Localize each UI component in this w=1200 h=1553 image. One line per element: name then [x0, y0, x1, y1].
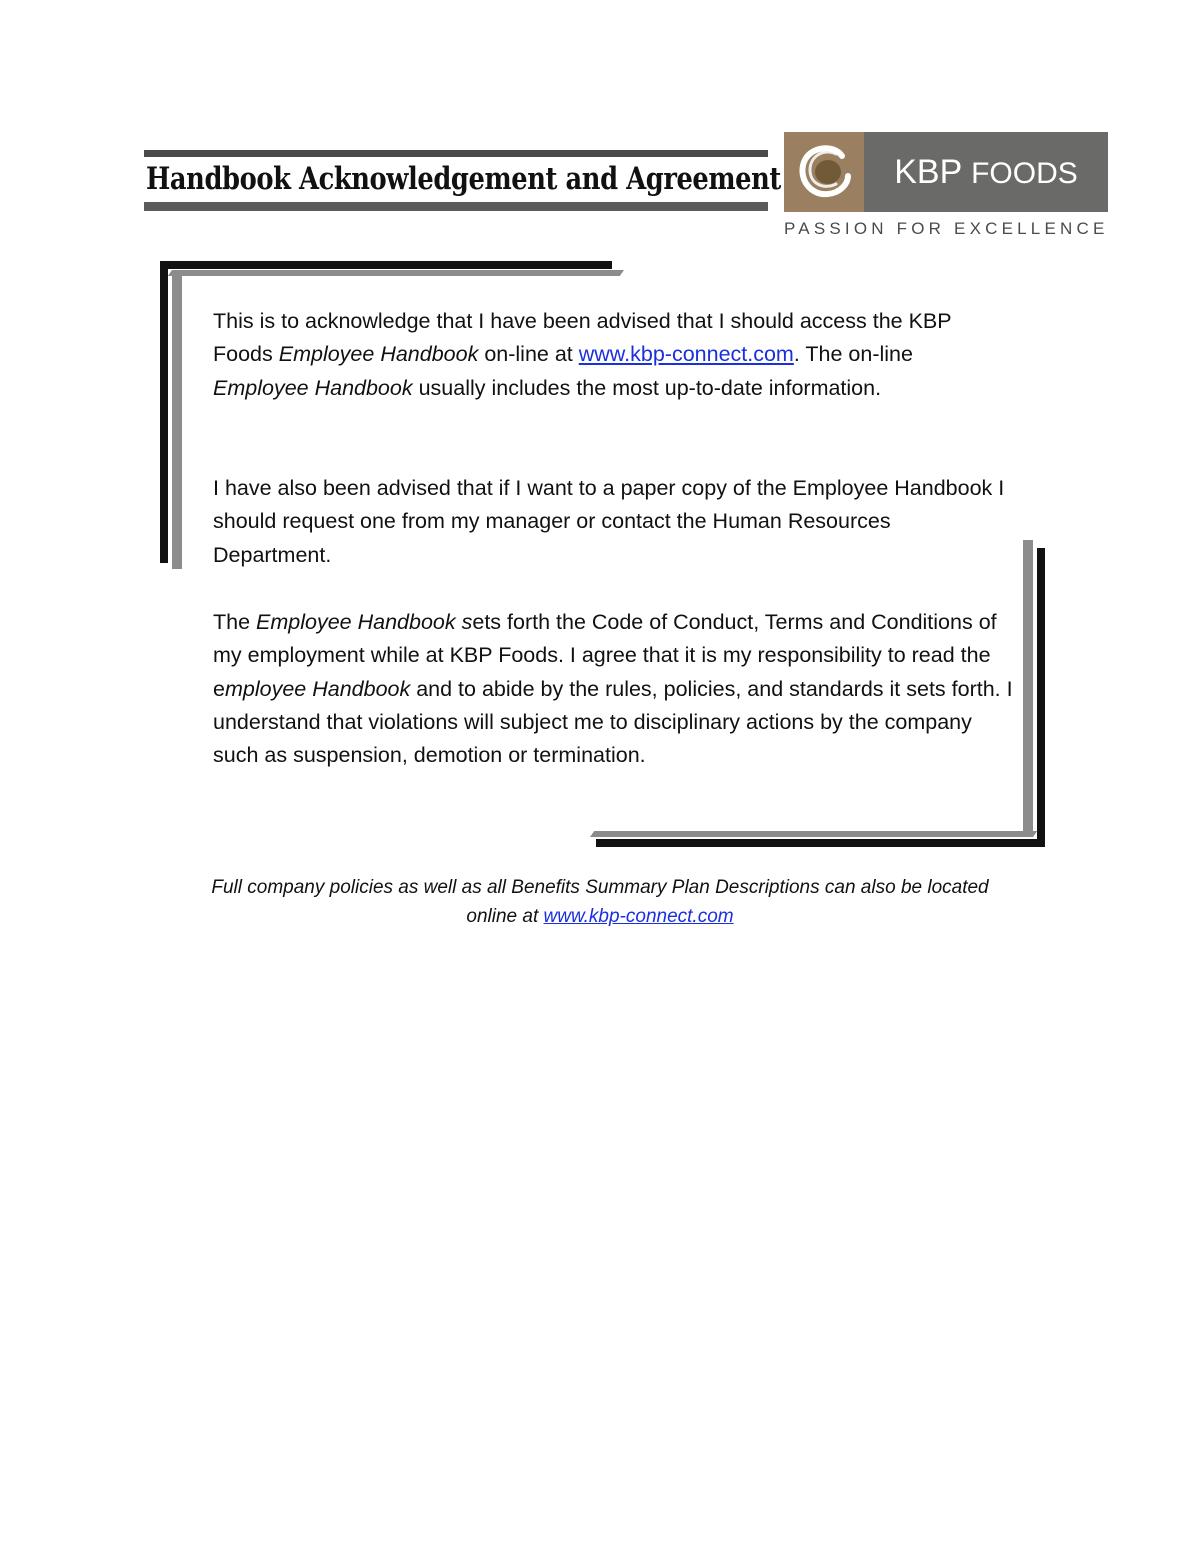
paragraph-paper-copy: I have also been advised that if I want to a paper copy of the Employee Handbook I should request one from my manager or contact the Human Resources Department. [213, 476, 1005, 567]
frame-top-shadow [168, 270, 624, 276]
kbp-logo-mark [784, 132, 864, 212]
frame-right-line [1037, 548, 1045, 846]
kbp-logo-wordmark [864, 132, 1108, 212]
footer-prefix: online at [466, 906, 544, 927]
footer-note [150, 873, 1050, 931]
frame-top-line [160, 261, 612, 269]
page-title: Handbook Acknowledgement and Agreement [146, 161, 781, 197]
frame-bottom-shadow [590, 831, 1037, 837]
frame-left-line [160, 261, 168, 563]
logo-name-light: FOODS [971, 157, 1078, 190]
paragraph-code-of-conduct: The Employee Handbook sets forth the Code of Conduct, Terms and Conditions of my employment while at KBP Foods. I agree that it is my responsibility to read the employee Handbook and to abide by the rules, policies, and standards it sets forth. I understand that violations will subject me to disciplinary actions by the company such as suspension, demotion or termination. [213, 610, 1013, 768]
swirl-icon [784, 132, 864, 212]
footer-line-1: Full company policies as well as all Benefits Summary Plan Descriptions can also be located [211, 877, 989, 898]
paragraph-access-online: This is to acknowledge that I have been advised that I should access the KBP Foods Employee Handbook on-line at www.kbp-connect.com. The on-line Employee Handbook usually includes the most up-to-date information. [213, 309, 952, 400]
logo-tagline: PASSION FOR EXCELLENCE [784, 219, 1109, 238]
footer-kbp-connect-link[interactable]: www.kbp-connect.com [543, 906, 734, 927]
frame-right-shadow [1023, 540, 1033, 835]
kbp-connect-link[interactable]: www.kbp-connect.com [578, 342, 794, 367]
frame-bottom-line [596, 839, 1045, 847]
title-rule-bottom [144, 202, 768, 211]
logo-name-bold: KBP [894, 153, 962, 191]
frame-left-shadow [172, 272, 182, 569]
title-rule-top [144, 150, 768, 157]
